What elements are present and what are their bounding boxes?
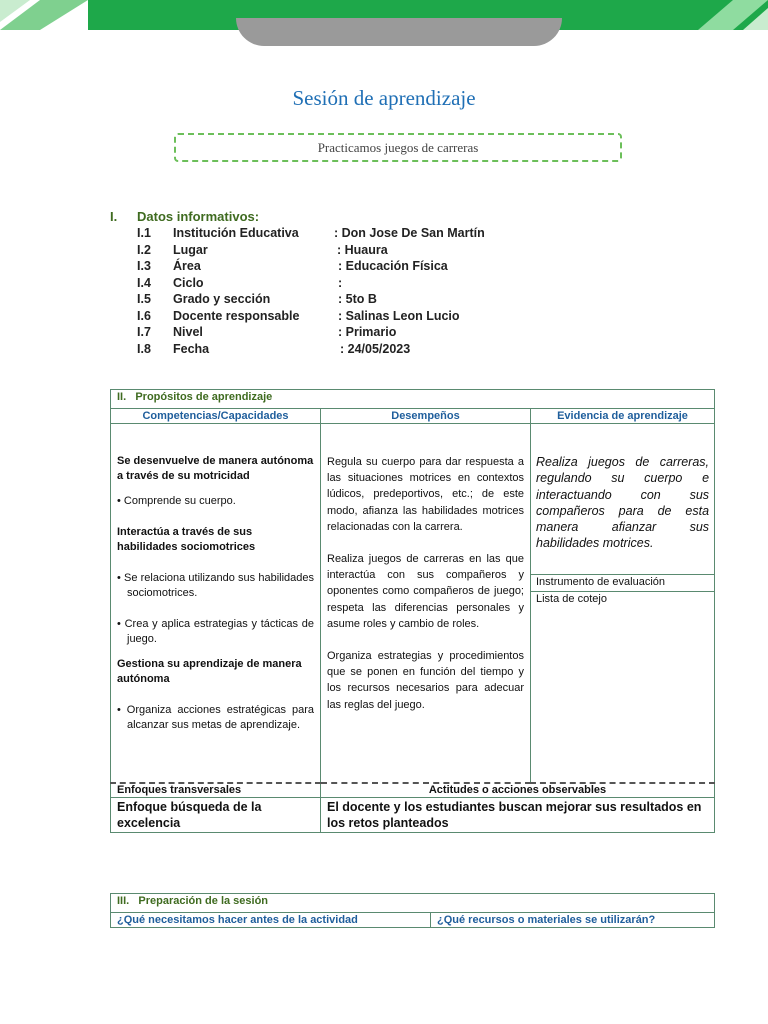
competency-title: Se desenvuelve de manera autónoma a través de su motricidad — [117, 455, 314, 482]
row-value: : Huaura — [337, 242, 388, 257]
competency-title: Interactúa a través de sus habilidades sociomotrices — [117, 526, 256, 553]
instrument-value: Lista de cotejo — [536, 593, 607, 605]
column-header-evidencia: Evidencia de aprendizaje — [531, 409, 715, 424]
enfoques-header: Enfoques transversales — [111, 783, 321, 798]
row-value: : Primario — [338, 325, 397, 339]
row-label: Área — [173, 259, 201, 273]
section-heading-text: Preparación de la sesión — [138, 895, 269, 907]
section-number: II. — [117, 391, 127, 403]
performance-text: Regula su cuerpo para dar respuesta a las situaciones motrices en contextos lúdicos, predeportivos, etc.; de este modo, afianza las habilidades motrices relacionadas con la carrera. — [327, 456, 524, 533]
session-subtitle: Practicamos juegos de carreras — [174, 133, 622, 162]
section-preparacion-heading — [111, 894, 715, 913]
row-index: I.5 — [137, 292, 151, 306]
row-value: : 24/05/2023 — [340, 341, 411, 356]
instrument-label: Instrumento de evaluación — [531, 574, 714, 592]
section-number: I. — [110, 209, 118, 224]
row-value: : — [338, 275, 343, 290]
question-before-activity: ¿Qué necesitamos hacer antes de la actividad — [111, 913, 431, 928]
column-header-desempenos: Desempeños — [321, 409, 531, 424]
header-gray-tab — [236, 18, 562, 46]
capacity-item: • Se relaciona utilizando sus habilidades sociomotrices. — [117, 572, 314, 599]
actitud-value: El docente y los estudiantes buscan mejorar sus resultados en los retos planteados — [321, 798, 715, 833]
row-label: Fecha — [173, 341, 210, 356]
performance-text: Organiza estrategias y procedimientos que se ponen en función del tiempo y los recursos necesarios para adecuar las reglas del juego. — [327, 650, 524, 711]
row-label: Grado y sección — [173, 292, 271, 306]
evidence-text: Realiza juegos de carreras, regulando su cuerpo e interactuando con sus compañeros para de esta manera afianzar sus habilidades motrices. — [536, 455, 710, 551]
row-index: I.2 — [137, 242, 151, 257]
section-propositos-heading — [111, 390, 715, 409]
row-value: : 5to B — [338, 292, 377, 306]
section-heading-text: Datos informativos: — [137, 209, 260, 224]
desempenos-cell — [321, 424, 531, 783]
enfoque-value: Enfoque búsqueda de la excelencia — [111, 798, 321, 833]
competency-title: Gestiona su aprendizaje de manera autónoma — [117, 658, 302, 685]
row-index: I.6 — [137, 308, 151, 323]
question-resources: ¿Qué recursos o materiales se utilizarán? — [431, 913, 715, 928]
row-value: : Educación Física — [338, 259, 448, 273]
capacity-item: • Crea y aplica estrategias y tácticas de juego. — [117, 618, 314, 645]
row-index: I.7 — [137, 325, 151, 339]
section-heading-text: Propósitos de aprendizaje — [135, 391, 273, 403]
section-number: III. — [117, 895, 130, 907]
capacity-item: • Organiza acciones estratégicas para alcanzar sus metas de aprendizaje. — [117, 704, 314, 731]
row-label: Institución Educativa — [173, 226, 299, 240]
row-index: I.3 — [137, 259, 151, 273]
page-title: Sesión de aprendizaje — [292, 86, 476, 110]
row-label: Lugar — [173, 242, 208, 257]
row-value: : Don Jose De San Martín — [334, 226, 485, 240]
header-left-decoration — [0, 0, 88, 30]
row-index: I.1 — [137, 226, 151, 240]
preparacion-table — [110, 893, 715, 928]
capacity-item: • Comprende su cuerpo. — [117, 495, 236, 507]
row-index: I.8 — [137, 341, 151, 356]
column-header-competencias: Competencias/Capacidades — [111, 409, 321, 424]
evidencia-cell — [531, 424, 715, 783]
row-value: : Salinas Leon Lucio — [338, 308, 460, 323]
row-index: I.4 — [137, 275, 151, 290]
row-label: Docente responsable — [173, 308, 300, 323]
row-label: Nivel — [173, 325, 203, 339]
performance-text: Realiza juegos de carreras en las que interactúa con sus compañeros y oponentes como compañeros de juego; respeta las diferencias personales y asume roles y cambio de roles. — [327, 553, 524, 630]
actitudes-header: Actitudes o acciones observables — [321, 783, 715, 798]
header-right-decoration — [688, 0, 768, 30]
propositos-table — [110, 389, 715, 833]
competencias-cell — [111, 424, 321, 783]
section-datos-heading — [110, 209, 259, 224]
row-label: Ciclo — [173, 275, 204, 290]
